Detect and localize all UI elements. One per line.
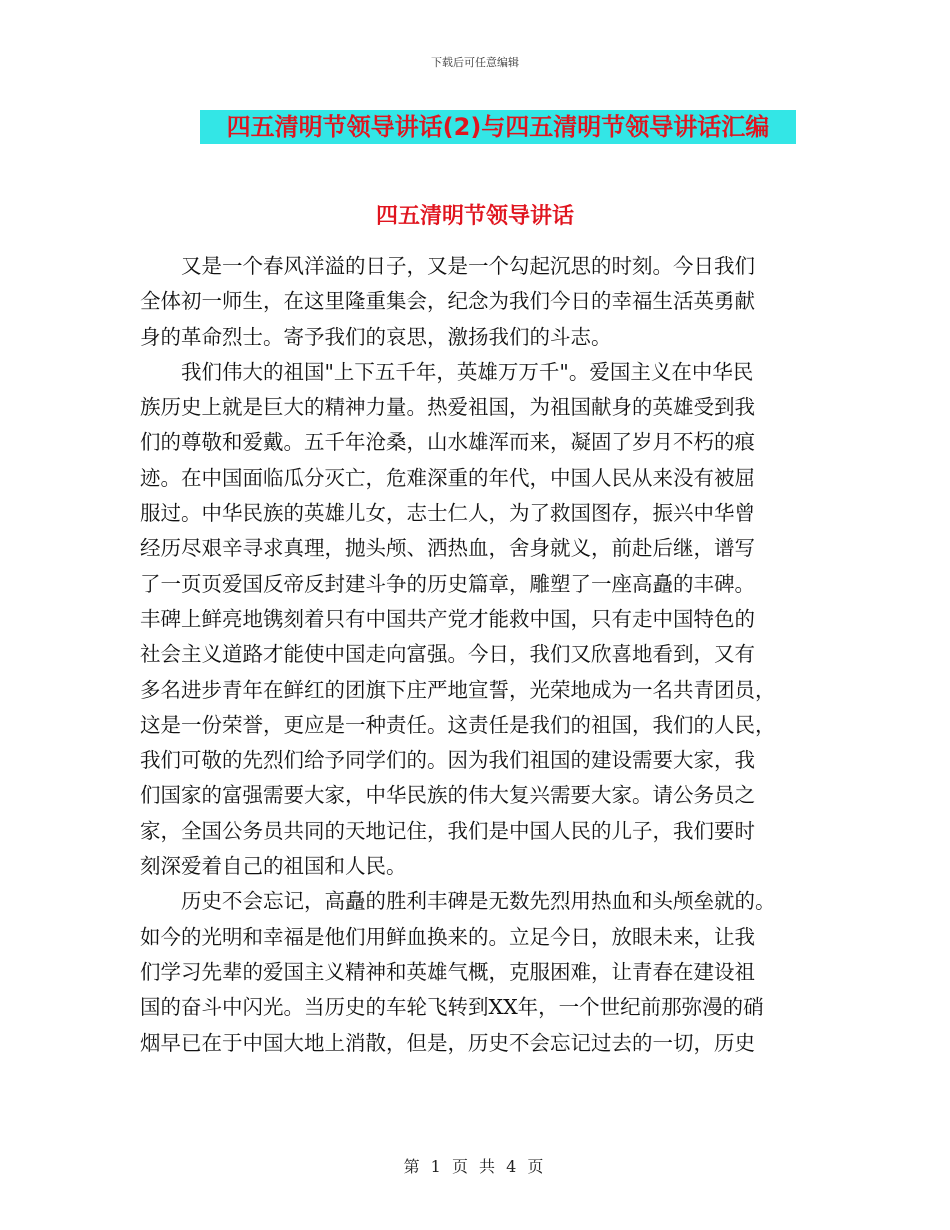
text-line: 如今的光明和幸福是他们用鲜血换来的。立足今日，放眼未来，让我 <box>140 924 755 949</box>
text-line: 服过。中华民族的英雄儿女，志士仁人，为了救国图存，振兴中华曾 <box>140 501 755 526</box>
text-line: 们的尊敬和爱戴。五千年沧桑，山水雄浑而来，凝固了岁月不朽的痕 <box>140 430 755 455</box>
text-line: 身的革命烈士。寄予我们的哀思，激扬我们的斗志。 <box>140 324 612 349</box>
text-line: 们学习先辈的爱国主义精神和英雄气概，克服困难，让青春在建设祖 <box>140 959 755 984</box>
text-line: 们国家的富强需要大家，中华民族的伟大复兴需要大家。请公务员之 <box>140 783 755 808</box>
text-line: 迹。在中国面临瓜分灭亡，危难深重的年代，中国人民从来没有被屈 <box>140 465 755 490</box>
text-line: 我们伟大的祖国"上下五千年，英雄万万千"。爱国主义在中华民 <box>140 359 754 384</box>
text-line: 刻深爱着自己的祖国和人民。 <box>140 854 407 879</box>
text-line: 这是一份荣誉，更应是一种责任。这责任是我们的祖国，我们的人民， <box>140 712 776 737</box>
paragraph-2 <box>140 355 810 884</box>
text-line: 全体初一师生，在这里隆重集会，纪念为我们今日的幸福生活英勇献 <box>140 289 755 314</box>
text-line: 家，全国公务员共同的天地记住，我们是中国人民的儿子，我们要时 <box>140 818 755 843</box>
text-line: 烟早已在于中国大地上消散，但是，历史不会忘记过去的一切，历史 <box>140 1030 755 1055</box>
body-text <box>140 249 810 1061</box>
text-line: 丰碑上鲜亮地镌刻着只有中国共产党才能救中国，只有走中国特色的 <box>140 606 755 631</box>
text-line: 社会主义道路才能使中国走向富强。今日，我们又欣喜地看到，又有 <box>140 642 755 667</box>
text-line: 了一页页爱国反帝反封建斗争的历史篇章，雕塑了一座高矗的丰碑。 <box>140 571 755 596</box>
text-line: 经历尽艰辛寻求真理，抛头颅、洒热血，舍身就义，前赴后继，谱写 <box>140 536 755 561</box>
text-line: 又是一个春风洋溢的日子，又是一个勾起沉思的时刻。今日我们 <box>140 254 755 278</box>
document-title: 四五清明节领导讲话(2)与四五清明节领导讲话汇编 <box>226 113 770 141</box>
section-title: 四五清明节领导讲话 <box>375 204 574 229</box>
text-line: 多名进步青年在鲜红的团旗下庄严地宣誓，光荣地成为一名共青团员， <box>140 677 776 702</box>
paragraph-3 <box>140 884 810 1060</box>
page-footer: 第 1 页 共 4 页 <box>403 1157 547 1176</box>
text-line: 我们可敬的先烈们给予同学们的。因为我们祖国的建设需要大家，我 <box>140 748 755 773</box>
text-line: 国的奋斗中闪光。当历史的车轮飞转到XX年，一个世纪前那弥漫的硝 <box>140 995 764 1020</box>
page-header-note: 下载后可任意编辑 <box>431 56 519 69</box>
text-line: 族历史上就是巨大的精神力量。热爱祖国，为祖国献身的英雄受到我 <box>140 395 755 420</box>
main-title-highlight <box>200 110 796 144</box>
text-line: 历史不会忘记，高矗的胜利丰碑是无数先烈用热血和头颅垒就的。 <box>140 889 776 914</box>
paragraph-1 <box>140 249 810 355</box>
